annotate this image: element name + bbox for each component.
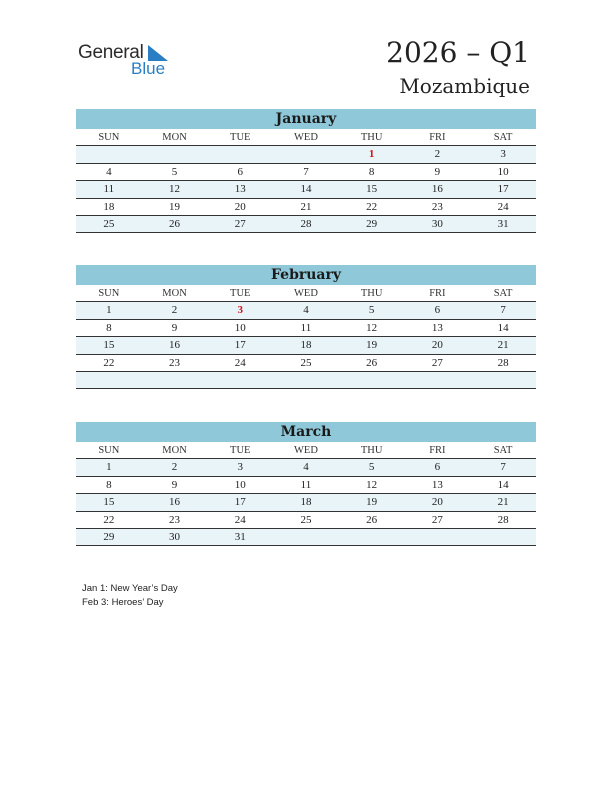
week-row <box>76 372 536 389</box>
day-cell: 2 <box>171 461 178 474</box>
day-cell <box>405 372 471 388</box>
day-cell: 8 <box>106 478 112 491</box>
day-cell: 6 <box>237 165 243 178</box>
day-cell <box>142 372 208 388</box>
day-cell: 19 <box>169 200 181 213</box>
day-cell: 25 <box>300 356 312 369</box>
week-row <box>76 181 536 198</box>
weekday-label: TUE <box>230 445 251 456</box>
day-cell: 26 <box>366 513 378 526</box>
day-cell: 23 <box>431 200 443 213</box>
day-cell: 3 <box>237 461 243 474</box>
day-cell: 28 <box>300 217 312 230</box>
weekday-label: FRI <box>429 132 446 143</box>
weekday-label: SUN <box>98 288 120 299</box>
day-cell: 5 <box>368 461 375 474</box>
day-cell: 14 <box>300 183 312 196</box>
day-cell: 17 <box>234 339 246 352</box>
week-row <box>76 216 536 233</box>
day-cell <box>339 529 405 545</box>
day-cell: 21 <box>497 339 509 352</box>
day-cell: 14 <box>497 478 509 491</box>
day-cell: 24 <box>234 513 246 526</box>
week-row <box>76 199 536 216</box>
day-cell: 12 <box>169 183 181 196</box>
day-cell: 10 <box>234 321 246 334</box>
day-cell: 18 <box>300 496 312 509</box>
day-cell <box>76 372 142 388</box>
day-cell: 27 <box>234 217 246 230</box>
day-cell <box>273 146 339 162</box>
day-cell: 9 <box>434 165 441 178</box>
month-title: January <box>76 109 536 129</box>
weekday-label: WED <box>294 288 318 299</box>
day-cell: 22 <box>103 356 115 369</box>
holiday-note: Feb 3: Heroes’ Day <box>82 597 164 608</box>
week-row <box>76 494 536 511</box>
weekday-label: THU <box>360 132 383 143</box>
day-cell: 27 <box>431 513 443 526</box>
day-cell: 12 <box>366 321 378 334</box>
day-cell: 17 <box>497 183 509 196</box>
day-cell: 23 <box>169 513 181 526</box>
day-cell: 5 <box>171 165 178 178</box>
day-cell <box>142 146 208 162</box>
day-cell: 11 <box>300 478 312 491</box>
logo-text-general: General <box>78 42 144 63</box>
day-cell: 10 <box>497 165 509 178</box>
day-cell: 2 <box>434 148 441 161</box>
week-row <box>76 320 536 337</box>
day-cell: 13 <box>431 321 443 334</box>
weekday-label: SUN <box>98 445 120 456</box>
day-cell: 23 <box>169 356 181 369</box>
day-cell: 2 <box>171 304 178 317</box>
weekday-label: MON <box>162 288 187 299</box>
weekday-label: WED <box>294 132 318 143</box>
day-cell: 28 <box>497 513 509 526</box>
day-cell: 9 <box>171 478 178 491</box>
logo-text-blue: Blue <box>131 59 166 78</box>
weekday-label: FRI <box>429 288 446 299</box>
day-cell: 21 <box>497 496 509 509</box>
day-cell: 8 <box>106 321 112 334</box>
day-cell: 7 <box>303 165 309 178</box>
day-cell: 26 <box>366 356 378 369</box>
day-cell: 4 <box>303 461 309 474</box>
day-cell: 13 <box>431 478 443 491</box>
week-row <box>76 512 536 529</box>
day-cell: 28 <box>497 356 509 369</box>
day-cell: 25 <box>300 513 312 526</box>
holiday-notes <box>82 582 178 610</box>
day-cell: 16 <box>169 339 181 352</box>
weekday-label: SAT <box>493 132 513 143</box>
holiday-day-cell: 3 <box>237 304 243 317</box>
weekday-label: SAT <box>493 445 513 456</box>
day-cell <box>207 372 273 388</box>
day-cell: 19 <box>366 339 378 352</box>
day-cell <box>273 529 339 545</box>
day-cell: 5 <box>368 304 375 317</box>
week-row <box>76 355 536 372</box>
day-cell: 18 <box>300 339 312 352</box>
day-cell: 10 <box>234 478 246 491</box>
day-cell: 7 <box>500 304 506 317</box>
day-cell: 22 <box>366 200 378 213</box>
day-cell: 22 <box>103 513 115 526</box>
day-cell: 9 <box>171 321 178 334</box>
day-cell: 20 <box>431 339 443 352</box>
weekday-header-row <box>76 285 536 302</box>
weekday-label: TUE <box>230 132 251 143</box>
week-row <box>76 146 536 163</box>
day-cell: 15 <box>103 339 115 352</box>
weekday-header-row <box>76 129 536 146</box>
day-cell: 26 <box>169 217 181 230</box>
day-cell: 31 <box>234 530 246 543</box>
day-cell <box>76 146 142 162</box>
day-cell: 15 <box>103 496 115 509</box>
day-cell: 4 <box>106 165 112 178</box>
holiday-note: Jan 1: New Year’s Day <box>82 583 178 594</box>
country-name: Mozambique <box>399 74 530 98</box>
day-cell: 1 <box>106 461 112 474</box>
day-cell: 12 <box>366 478 378 491</box>
weekday-label: THU <box>360 445 383 456</box>
day-cell <box>207 146 273 162</box>
weekday-label: TUE <box>230 288 251 299</box>
day-cell: 29 <box>103 530 115 543</box>
day-cell: 13 <box>234 183 246 196</box>
day-cell: 30 <box>169 530 181 543</box>
day-cell: 14 <box>497 321 509 334</box>
day-cell: 8 <box>368 165 375 178</box>
day-cell: 29 <box>366 217 378 230</box>
day-cell <box>405 529 471 545</box>
week-row <box>76 164 536 181</box>
day-cell <box>339 372 405 388</box>
month-title: March <box>76 422 536 442</box>
holiday-day-cell: 1 <box>368 148 375 161</box>
day-cell: 24 <box>234 356 246 369</box>
week-row <box>76 477 536 494</box>
weekday-header-row <box>76 442 536 459</box>
weekday-label: SUN <box>98 132 120 143</box>
week-row <box>76 302 536 319</box>
day-cell: 25 <box>103 217 115 230</box>
day-cell: 7 <box>500 461 506 474</box>
day-cell: 16 <box>431 183 443 196</box>
weekday-label: MON <box>162 445 187 456</box>
day-cell: 19 <box>366 496 378 509</box>
day-cell: 15 <box>366 183 378 196</box>
day-cell: 30 <box>431 217 443 230</box>
week-row <box>76 337 536 354</box>
day-cell: 6 <box>434 304 441 317</box>
week-row <box>76 459 536 476</box>
day-cell: 20 <box>431 496 443 509</box>
generalblue-logo <box>78 40 178 80</box>
day-cell: 1 <box>106 304 112 317</box>
weekday-label: MON <box>162 132 187 143</box>
day-cell: 16 <box>169 496 181 509</box>
day-cell <box>273 372 339 388</box>
month-january <box>76 109 536 233</box>
day-cell: 24 <box>497 200 509 213</box>
day-cell <box>470 529 536 545</box>
day-cell: 6 <box>434 461 441 474</box>
day-cell: 11 <box>103 183 115 196</box>
weekday-label: WED <box>294 445 318 456</box>
day-cell: 4 <box>303 304 309 317</box>
month-title: February <box>76 265 536 285</box>
day-cell: 3 <box>500 148 506 161</box>
day-cell: 21 <box>300 200 312 213</box>
day-cell: 18 <box>103 200 115 213</box>
day-cell: 20 <box>234 200 246 213</box>
week-row <box>76 529 536 546</box>
month-february <box>76 265 536 389</box>
weekday-label: SAT <box>493 288 513 299</box>
page-title: 2026 – Q1 <box>386 36 530 69</box>
weekday-label: THU <box>360 288 383 299</box>
weekday-label: FRI <box>429 445 446 456</box>
day-cell: 11 <box>300 321 312 334</box>
day-cell: 31 <box>497 217 509 230</box>
day-cell: 17 <box>234 496 246 509</box>
day-cell <box>470 372 536 388</box>
day-cell: 27 <box>431 356 443 369</box>
month-march <box>76 422 536 546</box>
